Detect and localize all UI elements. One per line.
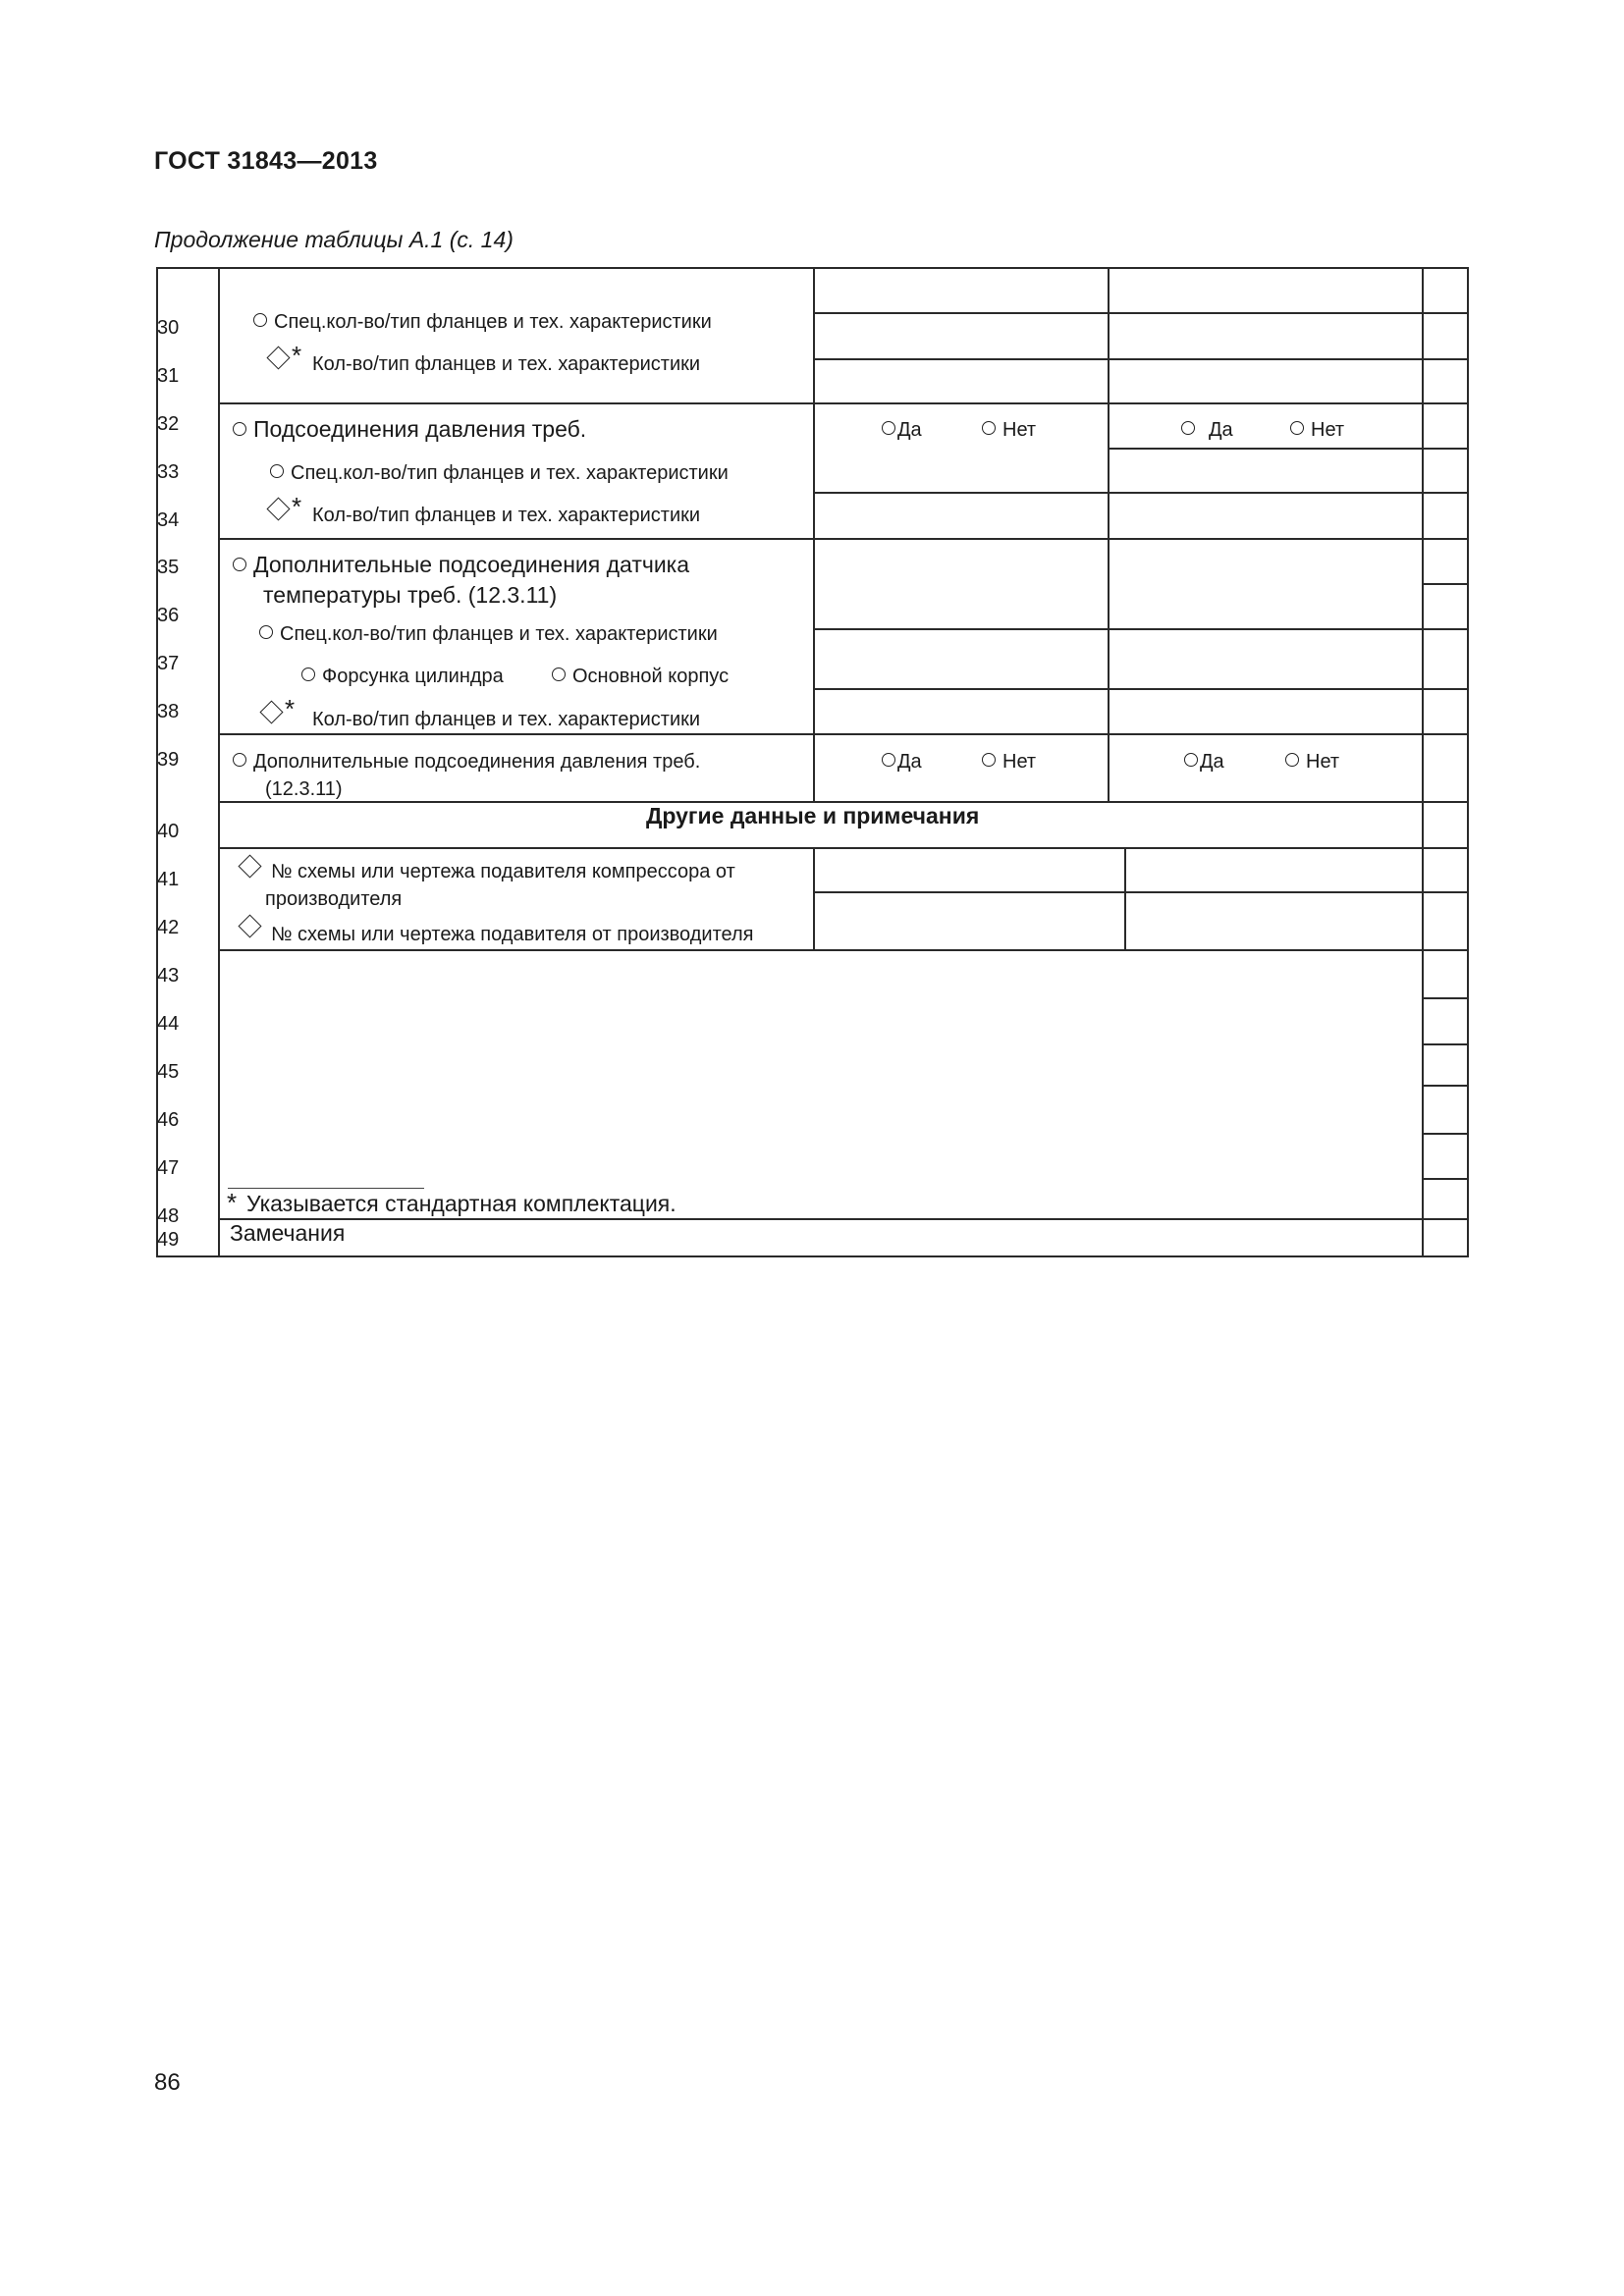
option-spec-flanges: Спец.кол-во/тип фланцев и тех. характеристики [253, 311, 712, 333]
option-cylinder-nozzle: Форсунка цилиндра [301, 666, 504, 687]
row-number: 47 [157, 1157, 180, 1179]
row-number: 48 [157, 1205, 180, 1227]
row-number: 38 [157, 701, 180, 722]
choice-yes[interactable]: Да [1181, 419, 1233, 441]
footnote: Указывается стандартная комплектация. [246, 1191, 677, 1216]
option-main-body: Основной корпус [552, 666, 729, 687]
radio-circle-icon[interactable] [233, 558, 246, 571]
radio-circle-icon[interactable] [233, 422, 246, 436]
choice-yes[interactable]: Да [1184, 751, 1224, 773]
radio-circle-icon[interactable] [1290, 421, 1304, 435]
option-flanges: Кол-во/тип фланцев и тех. характеристики [312, 709, 701, 730]
row-number: 35 [157, 557, 180, 578]
row-number: 39 [157, 749, 180, 771]
choice-yes[interactable]: Да [882, 751, 922, 773]
radio-circle-icon[interactable] [1181, 421, 1195, 435]
choice-yes[interactable]: Да [882, 419, 922, 441]
asterisk-icon: * [292, 492, 302, 521]
radio-circle-icon[interactable] [270, 464, 284, 478]
compressor-silencer-drawing-label: № схемы или чертежа подавителя компрессора от [271, 861, 735, 882]
option-spec-flanges: Спец.кол-во/тип фланцев и тех. характеристики [270, 462, 729, 484]
radio-circle-icon[interactable] [982, 421, 996, 435]
row-number: 30 [157, 317, 180, 339]
table-caption: Продолжение таблицы А.1 (с. 14) [154, 227, 514, 252]
row-number: 41 [157, 869, 180, 890]
compressor-silencer-drawing-label-cont: производителя [265, 888, 403, 910]
radio-circle-icon[interactable] [882, 753, 895, 767]
choice-no[interactable]: Нет [1285, 751, 1339, 773]
row-number: 44 [157, 1013, 180, 1035]
option-spec-flanges: Спец.кол-во/тип фланцев и тех. характеристики [259, 623, 718, 645]
option-flanges: Кол-во/тип фланцев и тех. характеристики [312, 353, 701, 375]
section-title: Другие данные и примечания [646, 803, 980, 828]
asterisk-icon: * [285, 694, 296, 723]
asterisk-icon: * [227, 1188, 238, 1217]
row-number: 42 [157, 917, 180, 938]
radio-circle-icon[interactable] [882, 421, 895, 435]
row-number: 45 [157, 1061, 180, 1083]
radio-circle-icon[interactable] [259, 625, 273, 639]
option-pressure-connections: Подсоединения давления треб. [233, 417, 586, 442]
row-number: 43 [157, 965, 180, 987]
row-number: 49 [157, 1229, 180, 1251]
choice-no[interactable]: Нет [982, 751, 1036, 773]
asterisk-icon: * [292, 341, 302, 370]
row-number: 33 [157, 461, 180, 483]
radio-circle-icon[interactable] [1184, 753, 1198, 767]
choice-no[interactable]: Нет [1290, 419, 1344, 441]
row-number: 31 [157, 365, 180, 387]
choice-no[interactable]: Нет [982, 419, 1036, 441]
radio-circle-icon[interactable] [253, 313, 267, 327]
row-number: 32 [157, 413, 180, 435]
option-extra-pressure-connections: Дополнительные подсоединения давления треб. [233, 751, 700, 773]
option-temp-sensor-connections-cont: температуры треб. (12.3.11) [263, 582, 558, 608]
radio-circle-icon[interactable] [233, 753, 246, 767]
row-number: 36 [157, 605, 180, 626]
page-number: 86 [154, 2069, 181, 2096]
row-number: 34 [157, 509, 180, 531]
option-extra-pressure-connections-cont: (12.3.11) [265, 778, 343, 800]
row-number: 46 [157, 1109, 180, 1131]
row-number: 37 [157, 653, 180, 674]
standard-number: ГОСТ 31843—2013 [154, 147, 378, 175]
option-temp-sensor-connections: Дополнительные подсоединения датчика [233, 553, 689, 577]
row-number: 40 [157, 821, 180, 842]
radio-circle-icon[interactable] [982, 753, 996, 767]
remarks-label: Замечания [230, 1220, 346, 1246]
silencer-drawing-label: № схемы или чертежа подавителя от производителя [271, 924, 754, 945]
radio-circle-icon[interactable] [1285, 753, 1299, 767]
footnote-rule [228, 1188, 424, 1189]
radio-circle-icon[interactable] [552, 667, 566, 681]
option-flanges: Кол-во/тип фланцев и тех. характеристики [312, 505, 701, 526]
radio-circle-icon[interactable] [301, 667, 315, 681]
